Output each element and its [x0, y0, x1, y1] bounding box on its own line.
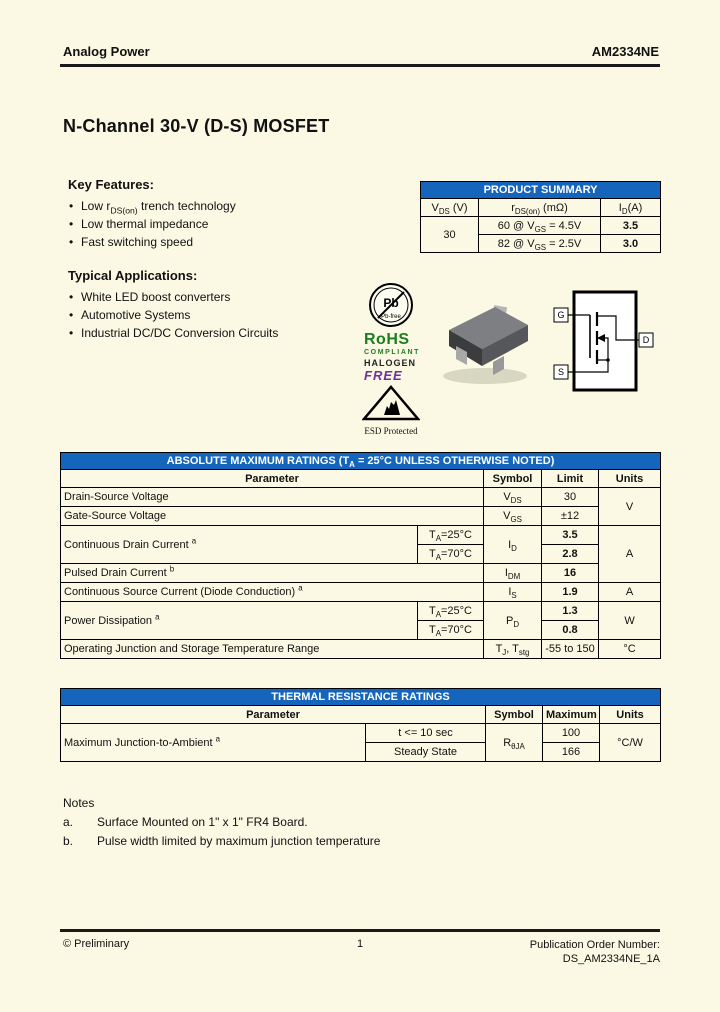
halogen-label: HALOGEN	[364, 358, 416, 369]
cell-parameter: Continuous Source Current (Diode Conduction) $^a$	[61, 583, 484, 602]
col-header-vds: $V_{DS}$ (V)	[421, 199, 479, 217]
mosfet-symbol	[546, 288, 656, 401]
cell-parameter: Power Dissipation $^a$	[61, 602, 418, 640]
applications-list	[68, 288, 413, 342]
col-maximum: Maximum	[543, 706, 600, 724]
note-text: Surface Mounted on 1" x 1" FR4 Board.	[97, 815, 308, 829]
publication-order-label: Publication Order Number:	[529, 939, 660, 951]
table-row	[61, 640, 661, 659]
header-part-number: AM2334NE	[591, 44, 659, 59]
application-item: • Automotive Systems	[68, 306, 413, 324]
application-item: • Industrial DC/DC Conversion Circuits	[68, 324, 413, 342]
rohs-label: RoHS	[364, 331, 410, 348]
cell-condition: Steady State	[366, 743, 486, 762]
col-header-rds: $r_{DS(on)}$ (mΩ)	[479, 199, 601, 217]
cell-units: W	[599, 602, 661, 640]
cell-units: A	[599, 526, 661, 583]
footer-publication-order	[530, 938, 660, 966]
cell-id: 3.0	[601, 235, 661, 253]
cell-limit: -55 to 150	[542, 640, 599, 659]
cell-units: A	[599, 583, 661, 602]
cell-units: V	[599, 488, 661, 526]
cell-rds: 60 @ $V_{GS} = 4.5V$	[479, 217, 601, 235]
feature-item: • Fast switching speed	[68, 233, 408, 251]
note-item	[63, 815, 380, 829]
cell-parameter: Continuous Drain Current $^a$	[61, 526, 418, 564]
key-features-section	[68, 177, 408, 251]
col-units: Units	[600, 706, 661, 724]
cell-symbol: $R_{\theta JA}$	[486, 724, 543, 762]
product-summary-table	[420, 181, 661, 253]
cell-condition: t <= 10 sec	[366, 724, 486, 743]
cell-parameter: Pulsed Drain Current $^b$	[61, 564, 484, 583]
note-label: a.	[63, 815, 74, 829]
thermal-resistance-table	[60, 688, 661, 762]
applications-heading: Typical Applications:	[68, 268, 198, 283]
table-header-row	[61, 706, 661, 724]
table-title-bar	[61, 689, 661, 706]
cell-condition: $T_A=25^\circ C$	[418, 602, 484, 621]
table-row	[421, 217, 661, 235]
cell-limit: 2.8	[542, 545, 599, 564]
pin-label-d: D	[642, 335, 650, 345]
table-title-bar	[421, 182, 661, 199]
feature-item: • Low $r_{DS(on)}$ trench technology	[68, 197, 408, 215]
table-header-row	[421, 199, 661, 217]
footer-rule	[60, 929, 660, 932]
package-photo	[433, 290, 538, 395]
cell-limit: 30	[542, 488, 599, 507]
halogen-free-label: FREE	[364, 368, 403, 384]
cell-limit: ±12	[542, 507, 599, 526]
footer-page-number: 1	[356, 938, 364, 950]
cell-maximum: 100	[543, 724, 600, 743]
note-text: Pulse width limited by maximum junction temperature	[97, 834, 381, 848]
cell-parameter: Operating Junction and Storage Temperature Range	[61, 640, 484, 659]
absolute-maximum-ratings-table	[60, 452, 661, 659]
cell-parameter: Gate-Source Voltage	[61, 507, 484, 526]
abs-max-title: ABSOLUTE MAXIMUM RATINGS ($T_A = 25^\circ C$ UNLESS OTHERWISE NOTED)	[61, 453, 661, 470]
table-row	[61, 488, 661, 507]
esd-protected-icon	[360, 385, 422, 436]
cell-parameter: Drain-Source Voltage	[61, 488, 484, 507]
esd-triangle-icon	[362, 385, 420, 421]
col-limit: Limit	[542, 470, 599, 488]
application-item: • White LED boost converters	[68, 288, 413, 306]
header-brand: Analog Power	[63, 44, 150, 59]
cell-limit: 1.3	[542, 602, 599, 621]
esd-caption: ESD Protected	[364, 426, 418, 436]
cell-units: °C/W	[600, 724, 661, 762]
note-item	[63, 834, 380, 848]
product-summary-title: PRODUCT SUMMARY	[421, 182, 661, 199]
key-features-heading: Key Features:	[68, 177, 154, 192]
pb-symbol: Pb	[383, 296, 399, 310]
rohs-compliant-label: COMPLIANT	[364, 348, 421, 356]
cell-condition: $T_A=25^\circ C$	[418, 526, 484, 545]
table-row	[61, 564, 661, 583]
table-title-bar	[61, 453, 661, 470]
table-row	[61, 526, 661, 545]
rohs-badge	[364, 331, 420, 383]
page-title: N-Channel 30-V (D-S) MOSFET	[63, 116, 330, 136]
pb-caption: Pb-free	[381, 314, 401, 320]
col-parameter: Parameter	[61, 706, 486, 724]
applications-section	[68, 268, 413, 342]
table-row	[61, 724, 661, 743]
cell-limit: 1.9	[542, 583, 599, 602]
col-units: Units	[599, 470, 661, 488]
pb-free-icon	[368, 282, 414, 333]
pin-label-g: G	[557, 310, 565, 320]
cell-limit: 0.8	[542, 621, 599, 640]
cell-condition: $T_A=70^\circ C$	[418, 621, 484, 640]
cell-rds: 82 @ $V_{GS} = 2.5V$	[479, 235, 601, 253]
cell-symbol: $V_{DS}$	[484, 488, 542, 507]
cell-symbol: $I_S$	[484, 583, 542, 602]
table-header-row	[61, 470, 661, 488]
cell-symbol: $I_D$	[484, 526, 542, 564]
cell-vds: 30	[421, 217, 479, 253]
cell-limit: 3.5	[542, 526, 599, 545]
cell-symbol: $T_J$, $T_{stg}$	[484, 640, 542, 659]
col-header-id: $I_D(A)$	[601, 199, 661, 217]
cell-id: 3.5	[601, 217, 661, 235]
table-row	[61, 507, 661, 526]
table-row	[61, 583, 661, 602]
cell-symbol: $V_{GS}$	[484, 507, 542, 526]
pin-label-s: S	[557, 367, 565, 377]
footer-copyright: © Preliminary	[63, 938, 130, 950]
feature-item: • Low thermal impedance	[68, 215, 408, 233]
cell-maximum: 166	[543, 743, 600, 762]
cell-parameter: Maximum Junction-to-Ambient $^a$	[61, 724, 366, 762]
header-rule	[60, 64, 660, 67]
cell-limit: 16	[542, 564, 599, 583]
publication-order-number: DS_AM2334NE_1A	[562, 953, 660, 965]
col-parameter: Parameter	[61, 470, 484, 488]
cell-condition: $T_A=70^\circ C$	[418, 545, 484, 564]
cell-symbol: $I_{DM}$	[484, 564, 542, 583]
key-features-list	[68, 197, 408, 251]
col-symbol: Symbol	[486, 706, 543, 724]
cell-units: °C	[599, 640, 661, 659]
note-label: b.	[63, 834, 74, 848]
notes-section	[63, 796, 380, 848]
col-symbol: Symbol	[484, 470, 542, 488]
cell-symbol: $P_D$	[484, 602, 542, 640]
table-row	[61, 602, 661, 621]
notes-heading: Notes	[63, 796, 95, 810]
thermal-title: THERMAL RESISTANCE RATINGS	[61, 689, 661, 706]
